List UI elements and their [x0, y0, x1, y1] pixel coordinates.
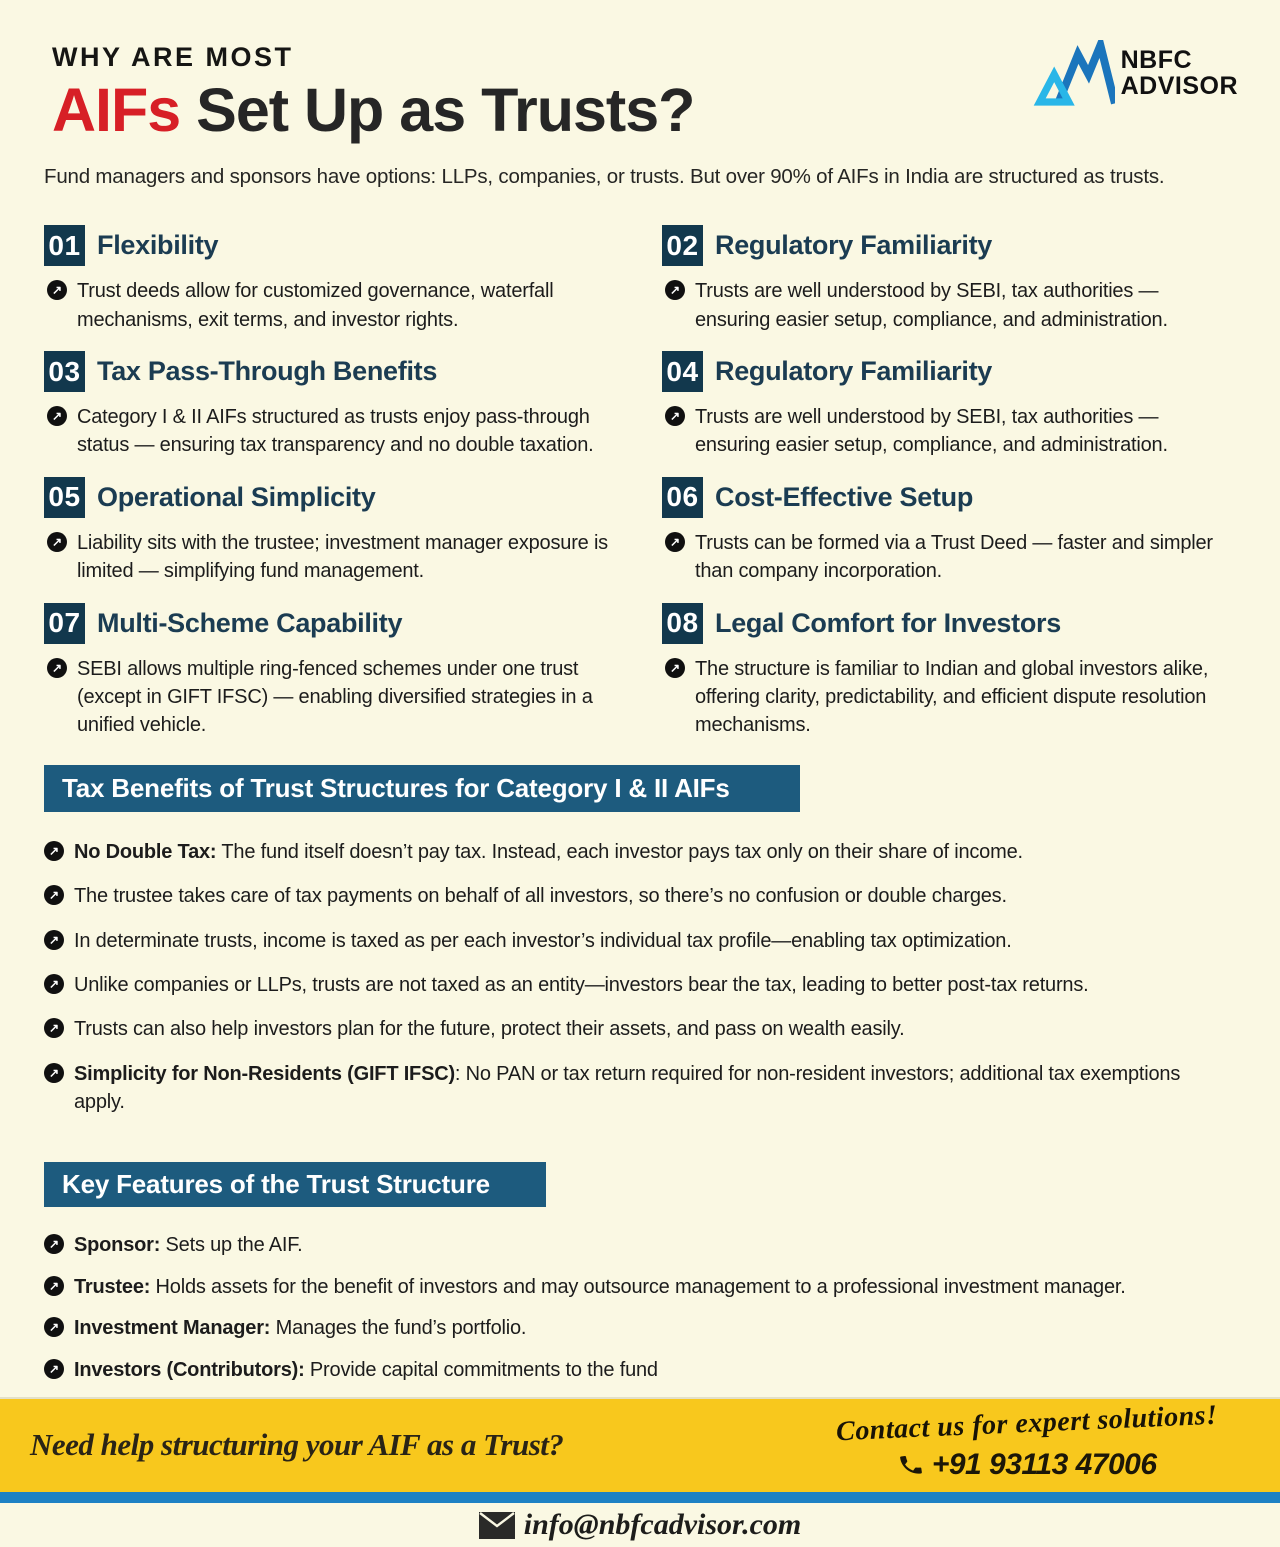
- contact-cta: Contact us for expert solutions!: [835, 1400, 1219, 1448]
- tax-bullet: [44, 927, 1236, 955]
- tax-bullet-text: [74, 1015, 904, 1043]
- section-bullet: [665, 529, 1236, 586]
- tax-bullet-rest: In determinate trusts, income is taxed as per each investor’s individual tax profile—enabling tax optimization.: [74, 929, 1012, 952]
- feature-bullet-rest: Manages the fund’s portfolio.: [270, 1317, 527, 1340]
- key-features-banner: Key Features of the Trust Structure: [44, 1162, 546, 1207]
- section-text: Trusts are well understood by SEBI, tax authorities — ensuring easier setup, compliance, and administration.: [695, 280, 1168, 331]
- tax-bullet: [44, 1015, 1236, 1043]
- footer-contact: [835, 1400, 1219, 1482]
- reasons-grid: [0, 225, 1280, 757]
- tax-bullet-rest: The trustee takes care of tax payments on behalf of all investors, so there’s no confusion or double charges.: [74, 885, 1007, 908]
- arrow-bullet-icon: [44, 1234, 64, 1254]
- arrow-bullet-icon: [44, 974, 64, 994]
- tax-bullet: [44, 1060, 1236, 1117]
- tax-bullet-rest: : No PAN or tax return required for non-resident investors; additional tax exemptions apply.: [74, 1062, 1181, 1114]
- section-number-badge: 04: [662, 351, 703, 392]
- section-number-badge: 08: [662, 603, 703, 644]
- feature-bullet-text: [74, 1273, 1126, 1301]
- feature-bullet-rest: Provide capital commitments to the fund: [304, 1358, 658, 1381]
- phone-icon: [898, 1452, 924, 1478]
- arrow-bullet-icon: [665, 658, 685, 678]
- tax-bullet: [44, 971, 1236, 999]
- divider-stripe: [0, 1492, 1280, 1503]
- section-number-badge: 06: [662, 477, 703, 518]
- feature-bullet-rest: Holds assets for the benefit of investors and may outsource management to a professional investment manager.: [150, 1275, 1126, 1298]
- section-title: Multi-Scheme Capability: [97, 607, 403, 638]
- section-bullet: [47, 529, 618, 586]
- phone-link[interactable]: [836, 1448, 1218, 1482]
- section-text: Trust deeds allow for customized governance, waterfall mechanisms, exit terms, and investor rights.: [77, 280, 554, 331]
- page-subtitle: Fund managers and sponsors have options: LLPs, companies, or trusts. But over 90% of AIFs in India are structured as trusts.: [44, 165, 1165, 189]
- section-title: Tax Pass-Through Benefits: [97, 356, 438, 386]
- section-bullet: [47, 655, 618, 740]
- tax-bullet-text: [74, 927, 1012, 955]
- envelope-icon: [479, 1512, 515, 1539]
- section-04-regulatory-familiarity: [662, 351, 1236, 460]
- section-text: Liability sits with the trustee; investment manager exposure is limited — simplifying fund management.: [77, 531, 608, 583]
- feature-bullet-text: [74, 1314, 526, 1342]
- arrow-bullet-icon: [44, 1317, 64, 1337]
- tax-bullet-text: [74, 971, 1089, 999]
- feature-bullet-rest: Sets up the AIF.: [160, 1234, 303, 1257]
- tax-bullet-lead: No Double Tax:: [74, 840, 217, 863]
- email-address: info@nbfcadvisor.com: [523, 1508, 802, 1541]
- feature-bullet: [44, 1356, 1236, 1384]
- section-bullet: [665, 277, 1236, 334]
- logo-line2: ADVISOR: [1120, 72, 1238, 100]
- section-01-flexibility: [44, 225, 618, 334]
- section-title: Operational Simplicity: [97, 481, 376, 512]
- section-number-badge: 02: [662, 225, 703, 266]
- section-text: The structure is familiar to Indian and global investors alike, offering clarity, predictability, and efficient dispute resolution mechanisms.: [695, 657, 1209, 737]
- tax-bullet-text: [74, 1060, 1236, 1117]
- arrow-bullet-icon: [44, 1359, 64, 1379]
- section-number-badge: 01: [44, 225, 85, 266]
- page-header: [0, 0, 1280, 189]
- arrow-bullet-icon: [44, 1018, 64, 1038]
- tax-bullet: [44, 882, 1236, 910]
- arrow-bullet-icon: [44, 885, 64, 905]
- section-07-multi-scheme-capability: [44, 603, 618, 740]
- nbfc-advisor-logo: [1033, 40, 1238, 106]
- arrow-bullet-icon: [47, 280, 67, 300]
- tax-bullet-rest: The fund itself doesn’t pay tax. Instead, each investor pays tax only on their share of income.: [216, 840, 1023, 863]
- key-features-block: [0, 1162, 1280, 1397]
- feature-bullet-lead: Investment Manager:: [74, 1317, 271, 1340]
- section-title: Legal Comfort for Investors: [715, 607, 1061, 638]
- arrow-bullet-icon: [665, 406, 685, 426]
- feature-bullet-lead: Trustee:: [74, 1275, 151, 1298]
- tax-bullet-rest: Unlike companies or LLPs, trusts are not taxed as an entity—investors bear the tax, leading to better post-tax returns.: [74, 973, 1089, 996]
- section-text: SEBI allows multiple ring-fenced schemes under one trust (except in GIFT IFSC) — enabling diversified strategies in a unified vehicle.: [77, 657, 593, 737]
- feature-bullet-lead: Investors (Contributors):: [74, 1358, 305, 1381]
- email-link[interactable]: [0, 1503, 1280, 1547]
- section-bullet: [665, 655, 1236, 740]
- tax-bullet-text: [74, 882, 1007, 910]
- arrow-bullet-icon: [665, 280, 685, 300]
- phone-number: +91 93113 47006: [931, 1448, 1157, 1482]
- arrow-bullet-icon: [44, 1276, 64, 1296]
- section-text: Trusts can be formed via a Trust Deed — faster and simpler than company incorporation.: [695, 531, 1213, 583]
- arrow-bullet-icon: [665, 532, 685, 552]
- section-title: Regulatory Familiarity: [715, 230, 992, 261]
- arrow-bullet-icon: [47, 406, 67, 426]
- section-bullet: [47, 403, 618, 460]
- feature-bullet: [44, 1273, 1236, 1301]
- feature-bullet: [44, 1231, 1236, 1259]
- arrow-bullet-icon: [47, 658, 67, 678]
- section-text: Category I & II AIFs structured as trusts enjoy pass-through status — ensuring tax transparency and no double taxation.: [77, 406, 594, 457]
- page-title-rest: Set Up as Trusts?: [180, 76, 695, 144]
- section-number-badge: 05: [44, 477, 85, 518]
- tax-bullet-text: [74, 838, 1023, 866]
- section-number-badge: 03: [44, 351, 85, 392]
- section-title: Regulatory Familiarity: [715, 356, 992, 386]
- section-number-badge: 07: [44, 603, 85, 644]
- tax-benefits-banner: Tax Benefits of Trust Structures for Category I & II AIFs: [44, 765, 800, 812]
- footer-question: Need help structuring your AIF as a Trust?: [30, 1427, 564, 1463]
- page-title-accent: AIFs: [52, 76, 181, 144]
- section-bullet: [665, 403, 1236, 460]
- section-02-regulatory-familiarity: [662, 225, 1236, 334]
- section-title: Cost-Effective Setup: [715, 481, 974, 512]
- tax-bullet-rest: Trusts can also help investors plan for the future, protect their assets, and pass on wealth easily.: [74, 1018, 905, 1041]
- section-08-legal-comfort: [662, 603, 1236, 740]
- section-title: Flexibility: [97, 230, 219, 261]
- section-03-tax-pass-through: [44, 351, 618, 460]
- logo-text: [1121, 47, 1238, 99]
- section-06-cost-effective-setup: [662, 477, 1236, 586]
- mountain-peaks-icon: [1033, 40, 1115, 106]
- logo-line1: NBFC: [1120, 46, 1193, 74]
- arrow-bullet-icon: [44, 1063, 64, 1083]
- feature-bullet-text: [74, 1231, 302, 1259]
- tax-benefits-block: [0, 765, 1280, 1133]
- arrow-bullet-icon: [44, 930, 64, 950]
- feature-bullet-lead: Sponsor:: [74, 1234, 161, 1257]
- footer-cta-band: [0, 1397, 1280, 1492]
- section-text: Trusts are well understood by SEBI, tax authorities — ensuring easier setup, compliance, and administration.: [695, 406, 1168, 457]
- section-bullet: [47, 277, 618, 334]
- tax-bullet-lead: Simplicity for Non-Residents (GIFT IFSC): [74, 1062, 455, 1085]
- tax-bullet: [44, 838, 1236, 866]
- feature-bullet: [44, 1314, 1236, 1342]
- arrow-bullet-icon: [44, 841, 64, 861]
- section-05-operational-simplicity: [44, 477, 618, 586]
- arrow-bullet-icon: [47, 532, 67, 552]
- kicker-text: WHY ARE MOST: [52, 42, 294, 72]
- feature-bullet-text: [74, 1356, 658, 1384]
